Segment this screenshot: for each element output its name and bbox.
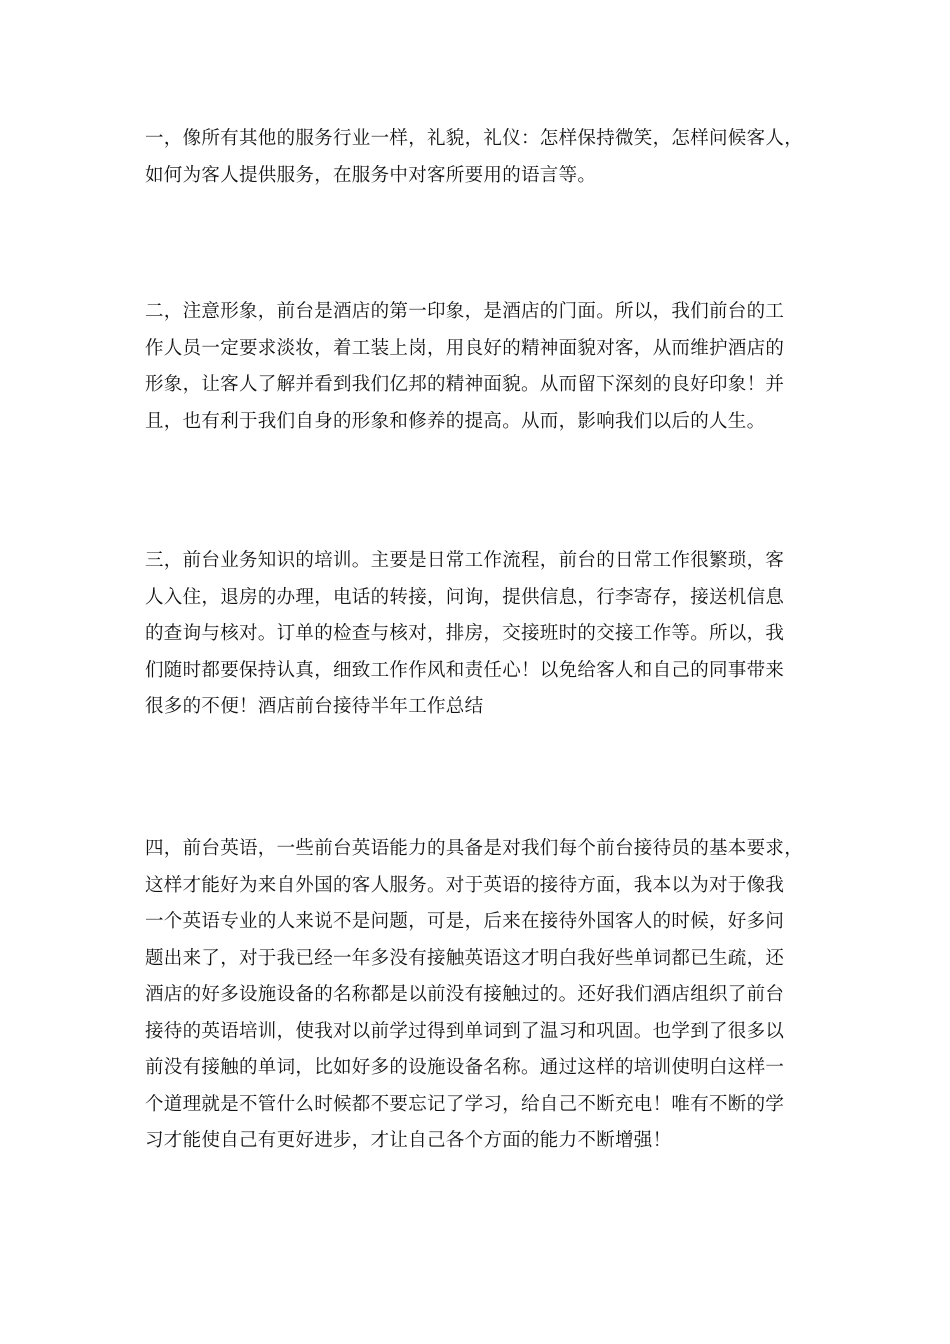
paragraph-line: 且，也有利于我们自身的形象和修养的提高。从而，影响我们以后的人生。: [145, 410, 766, 432]
paragraph-3: [145, 543, 825, 726]
paragraph-line: 接待的英语培训，使我对以前学过得到单词到了温习和巩固。也学到了很多以: [145, 1020, 785, 1042]
paragraph-line: 酒店的好多设施设备的名称都是以前没有接触过的。还好我们酒店组织了前台: [145, 984, 785, 1005]
paragraph-line: 三，前台业务知识的培训。主要是日常工作流程，前台的日常工作很繁琐，客: [145, 550, 785, 571]
paragraph-4: [145, 831, 825, 1160]
paragraph-1: [145, 121, 825, 194]
paragraph-line: 的查询与核对。订单的检查与核对，排房，交接班时的交接工作等。所以，我: [145, 623, 785, 644]
paragraph-line: 们随时都要保持认真，细致工作作风和责任心！以免给客人和自己的同事带来: [145, 659, 785, 681]
paragraph-line: 四，前台英语，一些前台英语能力的具备是对我们每个前台接待员的基本要求，: [145, 838, 804, 859]
paragraph-line: 这样才能好为来自外国的客人服务。对于英语的接待方面，我本以为对于像我: [145, 874, 785, 896]
paragraph-line: 如何为客人提供服务，在服务中对客所要用的语言等。: [145, 164, 597, 186]
paragraph-line: 题出来了，对于我已经一年多没有接触英语这才明白我好些单词都已生疏，还: [145, 947, 785, 969]
paragraph-line: 很多的不便！酒店前台接待半年工作总结: [145, 696, 484, 717]
paragraph-line: 作人员一定要求淡妆，着工装上岗，用良好的精神面貌对客，从而维护酒店的: [145, 337, 785, 359]
paragraph-2: [145, 294, 825, 440]
paragraph-line: 形象，让客人了解并看到我们亿邦的精神面貌。从而留下深刻的良好印象！并: [145, 374, 785, 395]
paragraph-line: 习才能使自己有更好进步，才让自己各个方面的能力不断增强！: [145, 1130, 672, 1151]
paragraph-line: 个道理就是不管什么时候都不要忘记了学习，给自己不断充电！唯有不断的学: [145, 1093, 785, 1115]
paragraph-line: 二，注意形象，前台是酒店的第一印象，是酒店的门面。所以，我们前台的工: [145, 301, 785, 322]
paragraph-line: 一，像所有其他的服务行业一样，礼貌，礼仪：怎样保持微笑，怎样问候客人，: [145, 128, 804, 149]
paragraph-line: 前没有接触的单词，比如好多的设施设备名称。通过这样的培训使明白这样一: [145, 1057, 785, 1078]
paragraph-line: 人入住，退房的办理，电话的转接，问询，提供信息，行李寄存，接送机信息: [145, 586, 785, 608]
paragraph-line: 一个英语专业的人来说不是问题，可是，后来在接待外国客人的时候，好多问: [145, 911, 785, 932]
